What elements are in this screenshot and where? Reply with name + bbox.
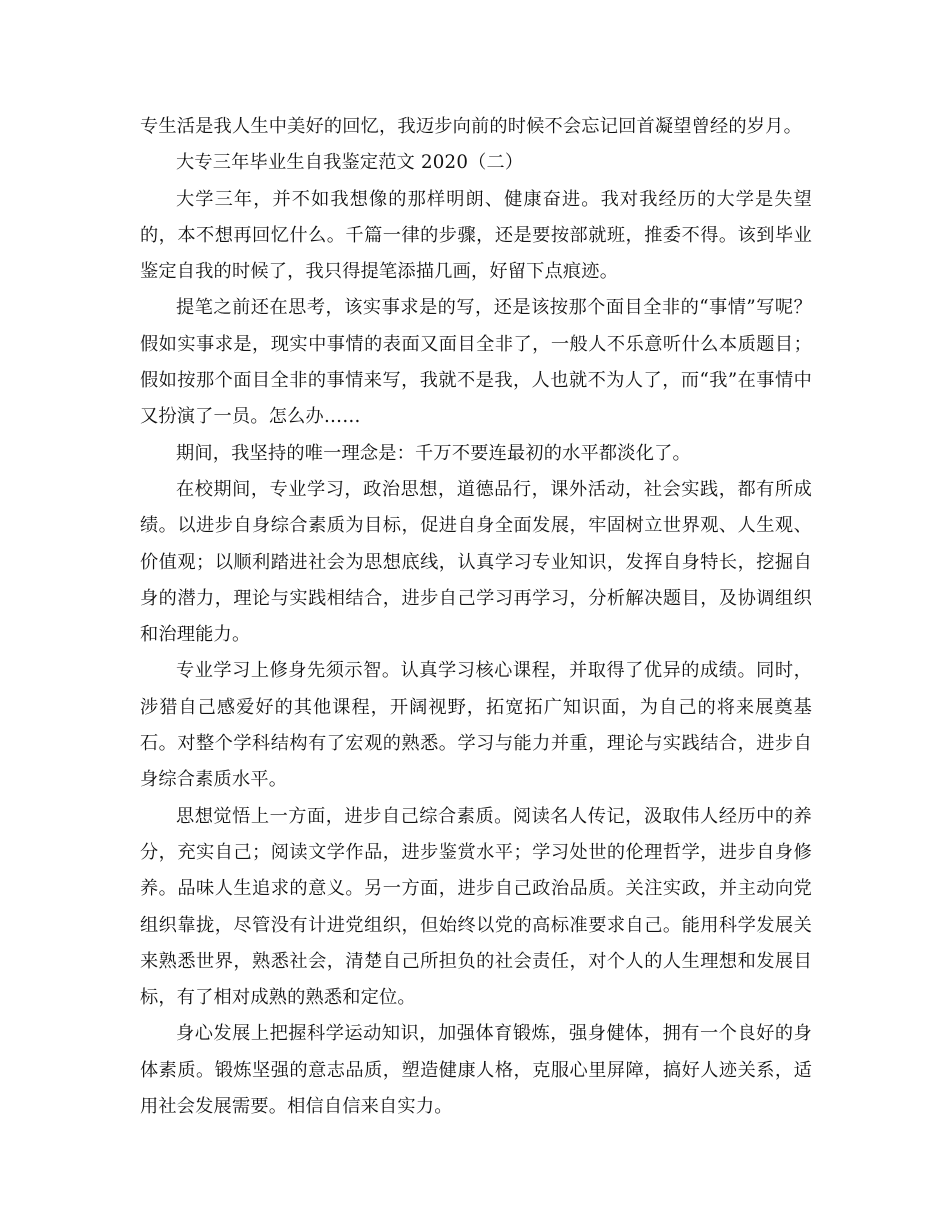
paragraph: 提笔之前还在思考，该实事求是的写，还是该按那个面目全非的“事情”写呢？假如实事求是，现实中事情的表面又面目全非了，一般人不乐意听什么本质题目；假如按那个面目全非的事情来写，我就不是我，人也就不为人了，而“我”在事情中又扮演了一员。怎么办…… (140, 297, 812, 428)
paragraph: 大学三年，并不如我想像的那样明朗、健康奋进。我对我经历的大学是失望的，本不想再回忆什么。千篇一律的步骤，还是要按部就班，推委不得。该到毕业鉴定自我的时候了，我只得提笔添描几画，好留下点痕迹。 (140, 188, 812, 283)
paragraph: 专业学习上修身先须示智。认真学习核心课程，并取得了优异的成绩。同时，涉猎自己感爱好的其他课程，开阔视野，拓宽拓广知识面，为自己的将来展奠基石。对整个学科结构有了宏观的熟悉。学习与能力并重，理论与实践结合，进步自身综合素质水平。 (140, 660, 812, 791)
paragraph: 期间，我坚持的唯一理念是：千万不要连最初的水平都淡化了。 (176, 442, 691, 464)
paragraph: 思想觉悟上一方面，进步自己综合素质。阅读名人传记，汲取伟人经历中的养分，充实自己；阅读文学作品，进步鉴赏水平；学习处世的伦理哲学，进步自身修养。品味人生追求的意义。另一方面，进步自己政治品质。关注实政，并主动向党组织靠拢，尽管没有计进党组织，但始终以党的高标准要求自己。能用科学发展关来熟悉世界，熟悉社会，清楚自己所担负的社会责任，对个人的人生理想和发展目标，有了相对成熟的熟悉和定位。 (140, 805, 812, 1009)
document-body (140, 109, 812, 1125)
paragraph-continuation: 专生活是我人生中美好的回忆，我迈步向前的时候不会忘记回首凝望曾经的岁月。 (140, 116, 802, 137)
section-heading: 大专三年毕业生自我鉴定范文 2020（二） (176, 152, 524, 174)
paragraph: 身心发展上把握科学运动知识，加强体育锻炼，强身健体，拥有一个良好的身体素质。锻炼坚强的意志品质，塑造健康人格，克服心里屏障，搞好人迹关系，适用社会发展需要。相信自信来自实力。 (140, 1023, 812, 1118)
paragraph: 在校期间，专业学习，政治思想，道德品行，课外活动，社会实践，都有所成绩。以进步自身综合素质为目标，促进自身全面发展，牢固树立世界观、人生观、价值观；以顺利踏进社会为思想底线，认真学习专业知识，发挥自身特长，挖掘自身的潜力，理论与实践相结合，进步自己学习再学习，分析解决题目，及协调组织和治理能力。 (140, 478, 812, 646)
